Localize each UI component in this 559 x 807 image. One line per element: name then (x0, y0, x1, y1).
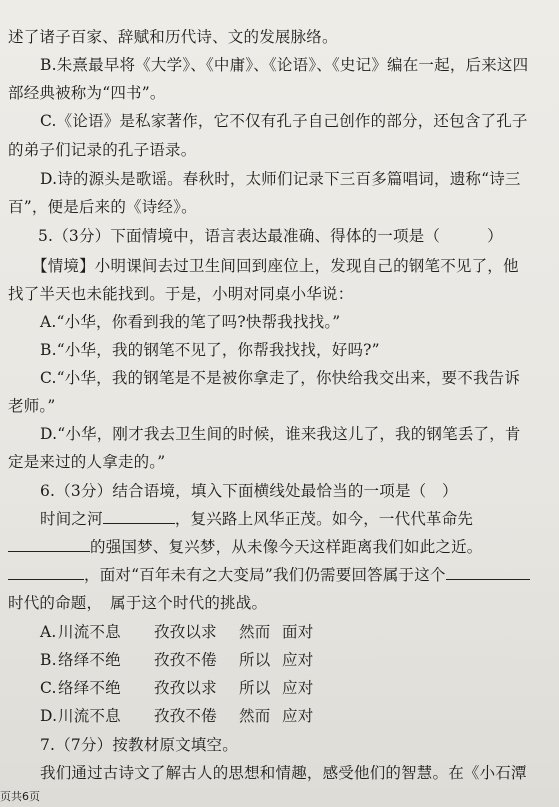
q5-option-b: B.“小华，我的钢笔不见了，你帮我找找，好吗?” (40, 341, 380, 359)
option-d-line: D.诗的源头是歌谣。春秋时，太师们记录下三百多篇唱词，遗称“诗三 (40, 170, 521, 188)
q6-option-d: D.川流不息 孜孜不倦 然而 应对 (40, 707, 314, 725)
text-line: 述了诸子百家、辞赋和历代诗、文的发展脉络。 (8, 28, 338, 46)
option-c-line: C.《论语》是私家著作，它不仅有孔子自己创作的部分，还包含了孔子 (40, 112, 528, 130)
text-line: 部经典被称为“四书”。 (8, 84, 166, 102)
text-line: 老师。” (8, 397, 56, 415)
q6-passage-line (40, 509, 473, 529)
passage-text: 的强国梦、复兴梦，从未像今天这样距离我们如此之近。 (90, 538, 483, 556)
q6-passage-line: 时代的命题， 属于这个时代的挑战。 (8, 594, 268, 612)
passage-text: ，面对“百年未有之大变局”我们仍需要回答属于这个 (84, 566, 446, 584)
text-line: 百”，便是后来的《诗经》。 (8, 198, 197, 216)
question-6: 6.（3分）结合语境，填入下面横线处最恰当的一项是（ ） (40, 482, 458, 500)
answer-blank[interactable] (103, 509, 175, 524)
q7-text: 我们通过古诗文了解古人的思想和情趣，感受他们的智慧。在《小石潭 (40, 764, 527, 782)
passage-text: ，复兴路上风华正茂。如今，一代代革命先 (174, 510, 474, 528)
q5-option-c: C.“小华，我的钢笔是不是被你拿走了，你快给我交出来，要不我告诉 (40, 369, 521, 387)
answer-blank[interactable] (8, 565, 84, 580)
q6-passage-line (8, 565, 530, 585)
q6-option-a: A.川流不息 孜孜以求 然而 面对 (40, 623, 314, 641)
page-footer: 页共6页 (0, 790, 40, 803)
answer-blank[interactable] (8, 537, 90, 552)
answer-blank[interactable] (446, 565, 530, 580)
situation-text: 【情境】小明课间去过卫生间回到座位上，发现自己的钢笔不见了，他 (32, 257, 519, 275)
q6-passage-line (8, 537, 483, 557)
text-line: 定是来过的人拿走的。” (8, 453, 166, 471)
question-5: 5.（3分）下面情境中，语言表达最准确、得体的一项是（ ） (38, 227, 503, 245)
text-line: 找了半天也未能找到。于是，小明对同桌小华说： (8, 285, 354, 303)
q6-option-c: C.络绎不绝 孜孜以求 所以 应对 (40, 679, 314, 697)
question-7: 7.（7分）按教材原文填空。 (40, 736, 238, 754)
q5-option-d: D.“小华，刚才我去卫生间的时候，谁来我这儿了，我的钢笔丢了，肯 (40, 425, 521, 443)
q6-option-b: B.络绎不绝 孜孜不倦 所以 应对 (40, 651, 314, 669)
text-line: 的弟子们记录的孔子语录。 (8, 141, 197, 159)
option-b-line: B.朱熹最早将《大学》、《中庸》、《论语》、《史记》编在一起，后来这四 (40, 56, 529, 74)
q5-option-a: A.“小华，你看到我的笔了吗?快帮我找找。” (40, 313, 341, 331)
passage-text: 时间之河 (40, 510, 103, 528)
